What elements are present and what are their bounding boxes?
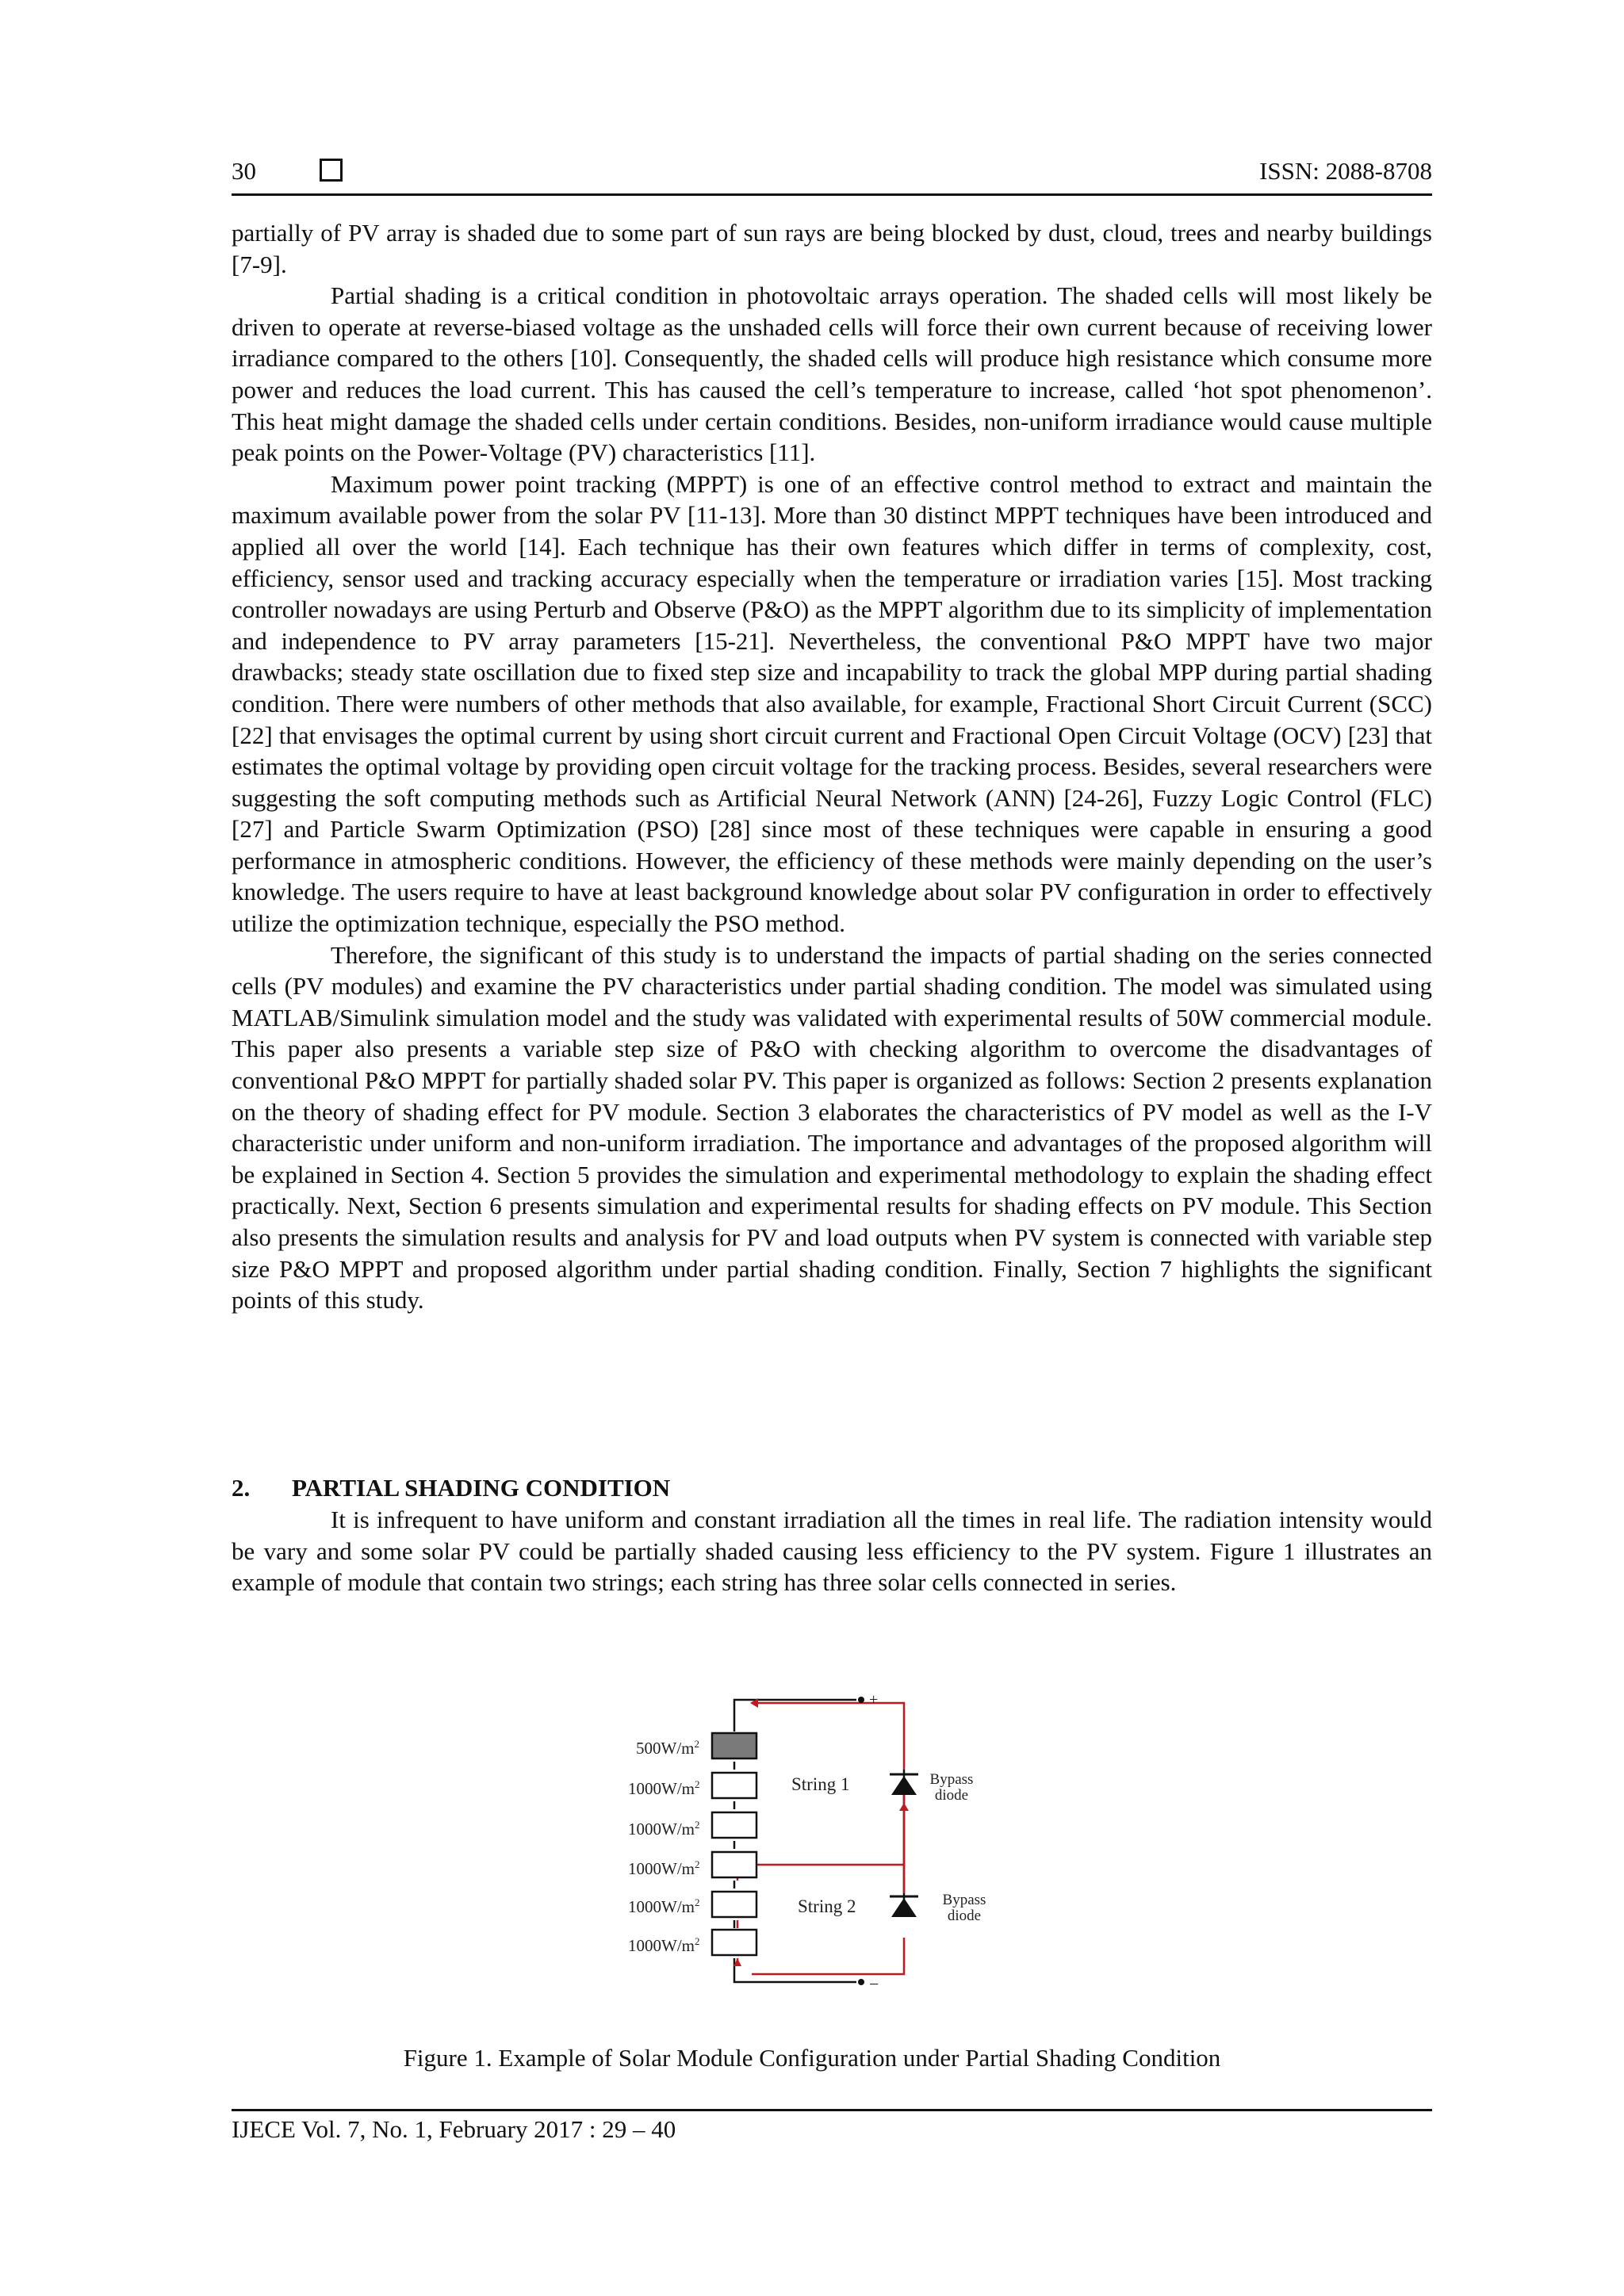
figure-caption: Figure 1. Example of Solar Module Configuration under Partial Shading Condition: [403, 2044, 1221, 2072]
minus-sign: −: [869, 1974, 879, 1994]
cell: [712, 1773, 756, 1798]
cell-label-2: $1000W/m^2$: [628, 1778, 700, 1798]
current-path: [737, 1703, 904, 1974]
journal-footer: IJECE Vol. 7, No. 1, February 2017 : 29 – 40: [232, 2115, 676, 2143]
cell-label-5: $1000W/m^2$: [628, 1896, 700, 1916]
cell-label-3: $1000W/m^2$: [628, 1819, 700, 1839]
cell: [712, 1812, 756, 1838]
cell-label-6: $1000W/m^2$: [628, 1935, 700, 1955]
string1-label: String 1: [791, 1774, 850, 1794]
negative-terminal: [858, 1979, 864, 1985]
cell: [712, 1930, 756, 1955]
bypass-diode-2: [890, 1896, 918, 1917]
paragraph-section2: It is infrequent to have uniform and constant irradiation all the times in real life. The radiation intensity would be vary and some solar PV could be partially shaded causing less efficiency to the PV system. Figure 1 illustrates an example of module that contain two strings; each string has three solar cells connected in series.: [232, 1506, 1432, 1597]
paragraph-partial-shading: Partial shading is a critical condition in photovoltaic arrays operation. The shaded cells will most likely be driven to operate at reverse-biased voltage as the unshaded cells will force their own current because of receiving lower irradiance compared to the others [10]. Consequently, the shaded cells will produce high resistance which consume more power and reduces the load current. This has caused the cell’s temperature to increase, called ‘hot spot phenomenon’. This heat might damage the shaded cells under certain conditions. Besides, non-uniform irradiance would cause multiple peak points on the Power-Voltage (PV) characteristics [11].: [232, 281, 1432, 467]
shaded-cell: [712, 1733, 756, 1758]
circuit-diagram: [619, 1687, 1031, 2004]
paragraph-mppt: Maximum power point tracking (MPPT) is one of an effective control method to extract and maintain the maximum available power from the solar PV [11-13]. More than 30 distinct MPPT techniques have been introduced and applied all over the world [14]. Each technique has their own features which differ in terms of complexity, cost, efficiency, sensor used and tracking accuracy especially when the temperature or irradiation varies [15]. Most tracking controller nowadays are using Perturb and Observe (P&O) as the MPPT algorithm due to its simplicity of implementation and independence to PV array parameters [15-21]. Nevertheless, the conventional P&O MPPT have two major drawbacks; steady state oscillation due to fixed step size and incapability to track the global MPP during partial shading condition. There were numbers of other methods that also available, for example, Fractional Short Circuit Current (SCC) [22] that envisages the optimal current by using short circuit current and Fractional Open Circuit Voltage (OCV) [23] that estimates the optimal voltage by providing open circuit voltage for the tracking process. Besides, several researchers were suggesting the soft computing methods such as Artificial Neural Network (ANN) [24-26], Fuzzy Logic Control (FLC) [27] and Particle Swarm Optimization (PSO) [28] since most of these techniques were capable in ensuring a good performance in atmospheric conditions. However, the efficiency of these methods were mainly depending on the user’s knowledge. The users require to have at least background knowledge about solar PV configuration in order to effectively utilize the optimization technique, especially the PSO method.: [232, 469, 1432, 938]
current-arrows: [733, 1698, 909, 1966]
diode-label-2: diode: [947, 1908, 982, 1924]
paragraph-significance: Therefore, the significant of this study is to understand the impacts of partial shading on the series connected cells (PV modules) and examine the PV characteristics under partial shading condition. The model was simulated using MATLAB/Simulink simulation model and the study was validated with experimental results of 50W commercial module. This paper also presents a variable step size of P&O with checking algorithm to overcome the disadvantages of conventional P&O MPPT for partially shaded solar PV. This paper is organized as follows: Section 2 presents explanation on the theory of shading effect for PV module. Section 3 elaborates the characteristics of PV model as well as the I-V characteristic under uniform and non-uniform irradiation. The importance and advantages of the proposed algorithm will be explained in Section 4. Section 5 provides the simulation and experimental methodology to explain the shading effect practically. Next, Section 6 presents simulation and experimental results for shading effects on PV module. This Section also presents the simulation results and analysis for PV and load outputs when PV system is connected with variable step size P&O MPPT and proposed algorithm under partial shading condition. Finally, Section 7 highlights the significant points of this study.: [232, 940, 1432, 1314]
paragraph-continuation: partially of PV array is shaded due to some part of sun rays are being blocked by dust, cloud, trees and nearby buildings [7-9].: [232, 219, 1432, 278]
page-header: [232, 157, 1432, 193]
positive-terminal: [858, 1697, 864, 1703]
page-number: 30: [232, 157, 256, 185]
section-body: [232, 1504, 1432, 1598]
checkbox-square-icon: [320, 159, 343, 182]
section-number: 2.: [232, 1474, 251, 1502]
section-heading: [232, 1474, 670, 1502]
bypass-diode-1: [890, 1774, 918, 1795]
figure-solar-module: [619, 1687, 1031, 2004]
bypass-label-1: Bypass: [929, 1771, 974, 1788]
bypass-label-2: Bypass: [942, 1892, 986, 1908]
string2-label: String 2: [798, 1896, 856, 1916]
cell: [712, 1892, 756, 1917]
section-title: PARTIAL SHADING CONDITION: [292, 1474, 671, 1502]
cell-label-4: $1000W/m^2$: [628, 1858, 700, 1878]
plus-sign: +: [869, 1691, 879, 1709]
wiring: [734, 1700, 904, 1982]
header-rule: [232, 193, 1432, 196]
body-text: [232, 217, 1432, 1316]
cell-label-1: $500W/m^2$: [636, 1738, 699, 1758]
footer-rule: [232, 2109, 1432, 2111]
diode-label-1: diode: [934, 1787, 969, 1804]
issn-label: ISSN: 2088-8708: [1259, 157, 1432, 185]
cell: [712, 1852, 756, 1877]
